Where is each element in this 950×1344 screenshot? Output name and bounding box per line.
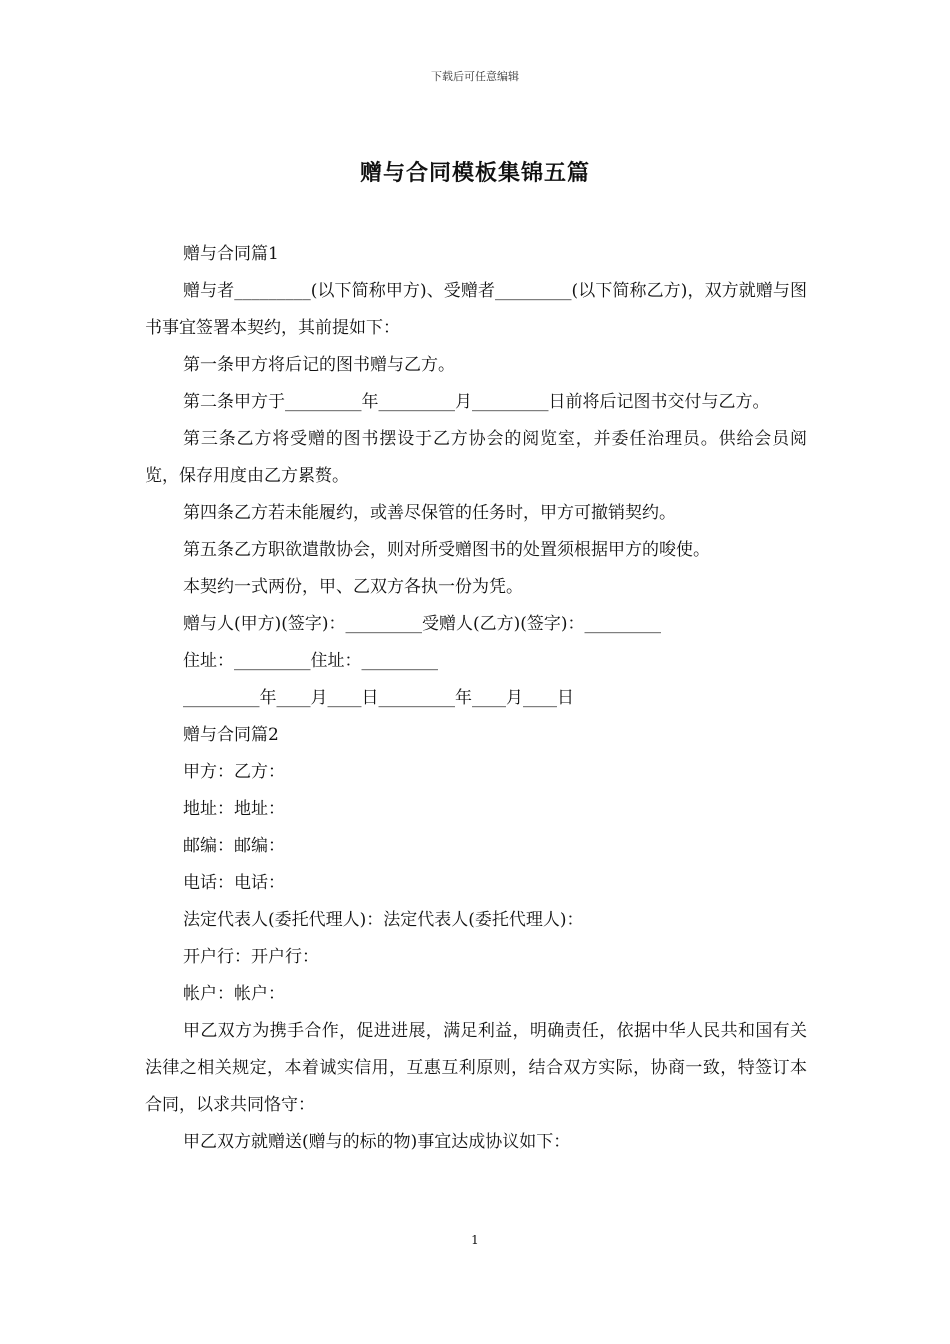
agreement-intro: 甲乙双方就赠送(赠与的标的物)事宜达成协议如下： [183, 1132, 571, 1152]
clause-4: 第四条乙方若未能履约，或善尽保管的任务时，甲方可撤销契约。 [183, 503, 676, 523]
clause-3: 第三条乙方将受赠的图书摆设于乙方协会的阅览室，并委任治理员。供给会员阅览，保存用度由乙方累赘。 [145, 429, 807, 486]
clause-2: 第二条甲方于_________年_________月_________日前将后记图书交付与乙方。 [183, 392, 770, 412]
bank-fields: 开户行：开户行： [183, 947, 319, 967]
signature-line: 赠与人(甲方)(签字)：_________受赠人(乙方)(签字)：_________ [183, 614, 662, 634]
page-number: 1 [471, 1233, 479, 1247]
section-heading-1: 赠与合同篇1 [183, 244, 279, 264]
postcode-fields: 邮编：邮编： [183, 836, 285, 856]
document-title: 赠与合同模板集锦五篇 [359, 160, 590, 186]
preamble-paragraph: 甲乙双方为携手合作，促进进展，满足利益，明确责任，依据中华人民共和国有关法律之相关规定，本着诚实信用，互惠互利原则，结合双方实际，协商一致，特签订本合同，以求共同恪守： [145, 1021, 807, 1115]
clause-1: 第一条甲方将后记的图书赠与乙方。 [183, 355, 455, 375]
party-line: 甲方：乙方： [183, 762, 285, 782]
representative-fields: 法定代表人(委托代理人)：法定代表人(委托代理人)： [183, 910, 584, 930]
date-line: _________年____月____日_________年____月____日 [183, 688, 574, 708]
copies-clause: 本契约一式两份，甲、乙双方各执一份为凭。 [183, 577, 523, 597]
address-fields: 地址：地址： [183, 799, 285, 819]
section-heading-2: 赠与合同篇2 [183, 725, 279, 745]
document-body [145, 236, 807, 1161]
page-header: 下载后可任意编辑 [431, 70, 519, 83]
phone-fields: 电话：电话： [183, 873, 285, 893]
paragraph-parties: 赠与者_________(以下简称甲方)、受赠者_________(以下简称乙方)，双方就赠与图书事宜签署本契约，其前提如下： [145, 281, 807, 338]
address-line: 住址：_________住址：_________ [183, 651, 438, 671]
account-fields: 帐户：帐户： [183, 984, 285, 1004]
clause-5: 第五条乙方职欲遣散协会，则对所受赠图书的处置须根据甲方的唆使。 [183, 540, 710, 560]
